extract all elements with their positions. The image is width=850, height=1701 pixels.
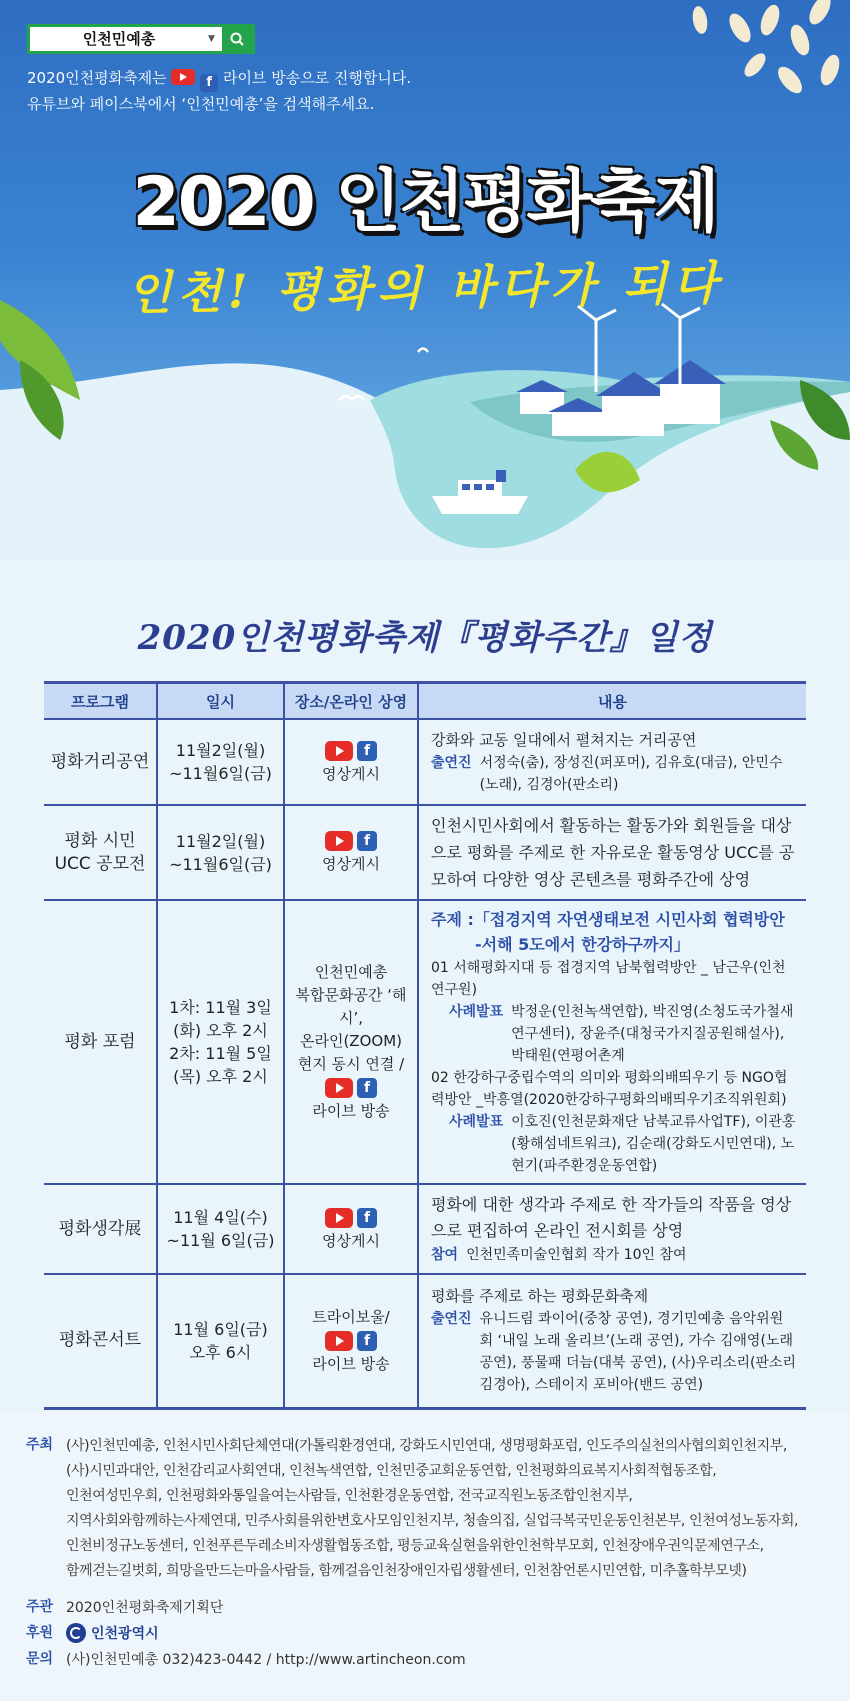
case-text: 박정운(인천녹색연합), 박진영(소청도국가철새연구센터), 장윤주(대청국가지질공원해설사), 박태원(연평어촌계: [511, 1004, 794, 1064]
youtube-icon[interactable]: [325, 1331, 353, 1351]
content-desc: 평화에 대한 생각과 주제로 한 작가들의 작품을 영상으로 편집하여 온라인 전시회를 상영: [431, 1195, 792, 1240]
sponsor-row: [26, 1622, 159, 1647]
table-row: [44, 719, 806, 805]
contact-text[interactable]: (사)인천민예총 032)423-0442 / http://www.artincheon.com: [66, 1652, 466, 1668]
program-name: 평화콘서트: [44, 1274, 157, 1408]
facebook-icon[interactable]: f: [357, 1208, 377, 1228]
place-text: 영상게시: [322, 764, 380, 783]
forum-theme-sub: -서해 5도에서 한강하구까지」: [475, 935, 690, 954]
host-line: 인천비정규노동센터, 인천푸른두레소비자생활협동조합, 평등교육실현을위한인천학부모회, 인천장애우권익문제연구소,: [66, 1538, 764, 1554]
organizer-text: 2020인천평화축제기획단: [66, 1600, 224, 1616]
date-line: 11월2일(월): [175, 741, 266, 760]
contact-label: 문의: [26, 1651, 54, 1667]
search-button[interactable]: [222, 27, 252, 51]
place-text: 온라인(ZOOM): [299, 1032, 402, 1050]
facebook-icon[interactable]: f: [357, 741, 377, 761]
place-text: 영상게시: [322, 1231, 380, 1250]
facebook-icon: f: [200, 74, 218, 92]
organizer-row: [26, 1596, 223, 1621]
sns-icons: [325, 1078, 377, 1098]
place-text: 복합문화공간 ‘해시’,: [295, 986, 407, 1027]
youtube-icon[interactable]: [325, 1078, 353, 1098]
flower-decoration: [691, 0, 843, 97]
contact-row: [26, 1648, 466, 1673]
date-line: (목) 오후 2시: [173, 1067, 268, 1086]
youtube-icon: [171, 69, 195, 85]
table-header-row: [44, 683, 806, 720]
program-content: [418, 1184, 806, 1274]
program-content: [418, 719, 806, 805]
date-line: 오후 6시: [189, 1342, 252, 1362]
schedule-table: [44, 681, 806, 1410]
program-date: [157, 1274, 284, 1408]
program-place: [284, 900, 418, 1184]
date-line: 11월2일(월): [175, 831, 266, 851]
program-place: [284, 1184, 418, 1274]
notice-line-2: 유튜브와 페이스북에서 ‘인천민예총’을 검색해주세요.: [27, 95, 375, 113]
place-text: 라이브 방송: [312, 1354, 390, 1373]
place-text: 라이브 방송: [312, 1102, 390, 1120]
program-name: 평화거리공연: [44, 719, 157, 805]
sns-icons: [325, 1331, 377, 1351]
content-desc: 강화와 교동 일대에서 펼쳐지는 거리공연: [431, 730, 697, 749]
sns-icons: [325, 741, 377, 761]
notice-suffix: 라이브 방송으로 진행합니다.: [222, 69, 412, 87]
case-label: 사례발표: [449, 1004, 504, 1020]
city-seal-icon: [66, 1623, 86, 1643]
performer-label: 출연진: [431, 754, 472, 771]
host-row: [26, 1434, 846, 1584]
program-name-line: 평화 시민: [64, 830, 136, 851]
date-line: 1차: 11월 3일: [169, 998, 272, 1017]
page-title: 2020 인천평화축제: [132, 163, 718, 242]
facebook-icon[interactable]: f: [357, 1331, 377, 1351]
host-label: 주최: [26, 1437, 54, 1453]
host-line: 지역사회와함께하는사제연대, 민주사회를위한변호사모임인천지부, 청솔의집, 실업극복국민운동인천본부, 인천여성노동자회,: [66, 1513, 799, 1529]
program-date: [157, 805, 284, 900]
program-name: 평화 포럼: [44, 900, 157, 1184]
host-line: (사)시민과대안, 인천감리교사회연대, 인천녹색연합, 인천민중교회운동연합, 인천평화의료복지사회적협동조합,: [66, 1463, 717, 1479]
date-line: ~11월6일(금): [169, 764, 272, 783]
youtube-icon[interactable]: [325, 741, 353, 761]
facebook-icon[interactable]: f: [357, 1078, 377, 1098]
sns-icons: [325, 831, 377, 851]
forum-item: 01 서해평화지대 등 접경지역 남북협력방안 _ 남근우(인천연구원): [431, 960, 786, 998]
program-name-line: UCC 공모전: [54, 853, 146, 874]
program-place: [284, 719, 418, 805]
sponsor-logo: [66, 1622, 159, 1647]
place-text: 현지 동시 연결 /: [297, 1055, 405, 1073]
date-line: 2차: 11월 5일: [169, 1044, 272, 1063]
chevron-down-icon[interactable]: ▼: [208, 34, 215, 44]
program-place: [284, 805, 418, 900]
forum-theme: 주제 :「접경지역 자연생태보전 시민사회 협력방안: [431, 910, 785, 929]
sns-icons: [325, 1208, 377, 1228]
program-content: [418, 805, 806, 900]
content-desc: 인천시민사회에서 활동하는 활동가와 회원들을 대상으로 평화를 주제로 한 자유로운 활동영상 UCC를 공모하여 다양한 영상 콘텐츠를 평화주간에 상영: [431, 816, 795, 889]
sponsor-text: 인천광역시: [91, 1626, 159, 1642]
program-content: [418, 900, 806, 1184]
notice-prefix: 2020인천평화축제는: [27, 69, 167, 87]
place-text: 영상게시: [322, 855, 380, 873]
forum-item: 02 한강하구중립수역의 의미와 평화의배띄우기 등 NGO협력방안 _박흥열(2020한강하구평화의배띄우기조직위원회): [431, 1070, 788, 1108]
program-date: [157, 719, 284, 805]
program-name: 평화생각展: [44, 1184, 157, 1274]
header-date: 일시: [157, 683, 284, 720]
program-date: [157, 1184, 284, 1274]
participant-text: 인천민족미술인협회 작가 10인 참여: [466, 1247, 687, 1263]
host-line: 함께걷는길벗회, 희망을만드는마을사람들, 함께걸음인천장애인자립생활센터, 인천참언론시민연합, 미추홀학부모넷): [66, 1563, 747, 1579]
place-text: 인천민예총: [314, 963, 388, 981]
case-label: 사례발표: [449, 1114, 504, 1130]
host-line: (사)인천민예총, 인천시민사회단체연대(가톨릭환경연대, 강화도시민연대, 생명평화포럼, 인도주의실천의사협의회인천지부,: [66, 1438, 787, 1454]
search-box[interactable]: [27, 24, 255, 54]
content-desc: 평화를 주제로 하는 평화문화축제: [431, 1287, 649, 1306]
participant-label: 참여: [431, 1247, 459, 1263]
host-list: [66, 1434, 846, 1584]
page-subtitle: 인천! 평화의 바다가 되다: [126, 255, 724, 321]
header-place: 장소/온라인 상영: [284, 683, 418, 720]
facebook-icon[interactable]: f: [357, 831, 377, 851]
performer-row: [431, 1308, 796, 1396]
sponsor-label: 후원: [26, 1625, 54, 1641]
case-text: 이호진(인천문화재단 남북교류사업TF), 이관홍(황해섬네트워크), 김순래(강화도시민연대), 노현기(파주환경운동연합): [511, 1114, 796, 1174]
program-content: [418, 1274, 806, 1408]
header-program: 프로그램: [44, 683, 157, 720]
table-row: [44, 1274, 806, 1408]
program-date: [157, 900, 284, 1184]
case-row: [431, 1001, 796, 1067]
program-name: [44, 805, 157, 900]
host-line: 인천여성민우회, 인천평화와통일을여는사람들, 인천환경운동연합, 전국교직원노동조합인천지부,: [66, 1488, 633, 1504]
date-line: ~11월6일(금): [169, 854, 272, 874]
hero-banner: [0, 0, 850, 560]
broadcast-notice: [27, 66, 411, 116]
organizer-label: 주관: [26, 1599, 54, 1615]
performer-row: [431, 752, 796, 796]
schedule-title: 2020인천평화축제『평화주간』일정: [137, 618, 713, 658]
participant-row: [431, 1244, 796, 1266]
table-row: [44, 900, 806, 1184]
program-place: [284, 1274, 418, 1408]
table-row: [44, 805, 806, 900]
date-line: 11월 6일(금): [173, 1319, 268, 1339]
date-line: 11월 4일(수): [173, 1208, 268, 1227]
search-input[interactable]: 인천민예총: [82, 30, 156, 48]
date-line: ~11월 6일(금): [166, 1231, 275, 1250]
performer-label: 출연진: [431, 1311, 472, 1328]
date-line: (화) 오후 2시: [173, 1021, 268, 1040]
notice-line-1: [27, 66, 411, 92]
case-row: [431, 1111, 796, 1177]
youtube-icon[interactable]: [325, 831, 353, 851]
performer-text: 서정숙(춤), 장성진(퍼포머), 김유호(대금), 안민수(노래), 김경아(판소리): [479, 754, 783, 793]
search-icon: [229, 31, 245, 47]
credits-footer: [0, 1412, 850, 1701]
place-text: 트라이보울/: [312, 1307, 390, 1326]
youtube-icon[interactable]: [325, 1208, 353, 1228]
performer-text: 유니드림 콰이어(중창 공연), 경기민예총 음악위원회 ‘내일 노래 올리브’(노래 공연), 가수 김애영(노래 공연), 풍물패 더늠(대북 공연), (사)우리소리(판소리 김경아), 스테이지 포비아(밴드 공연): [479, 1311, 797, 1394]
table-row: [44, 1184, 806, 1274]
header-content: 내용: [418, 683, 806, 720]
